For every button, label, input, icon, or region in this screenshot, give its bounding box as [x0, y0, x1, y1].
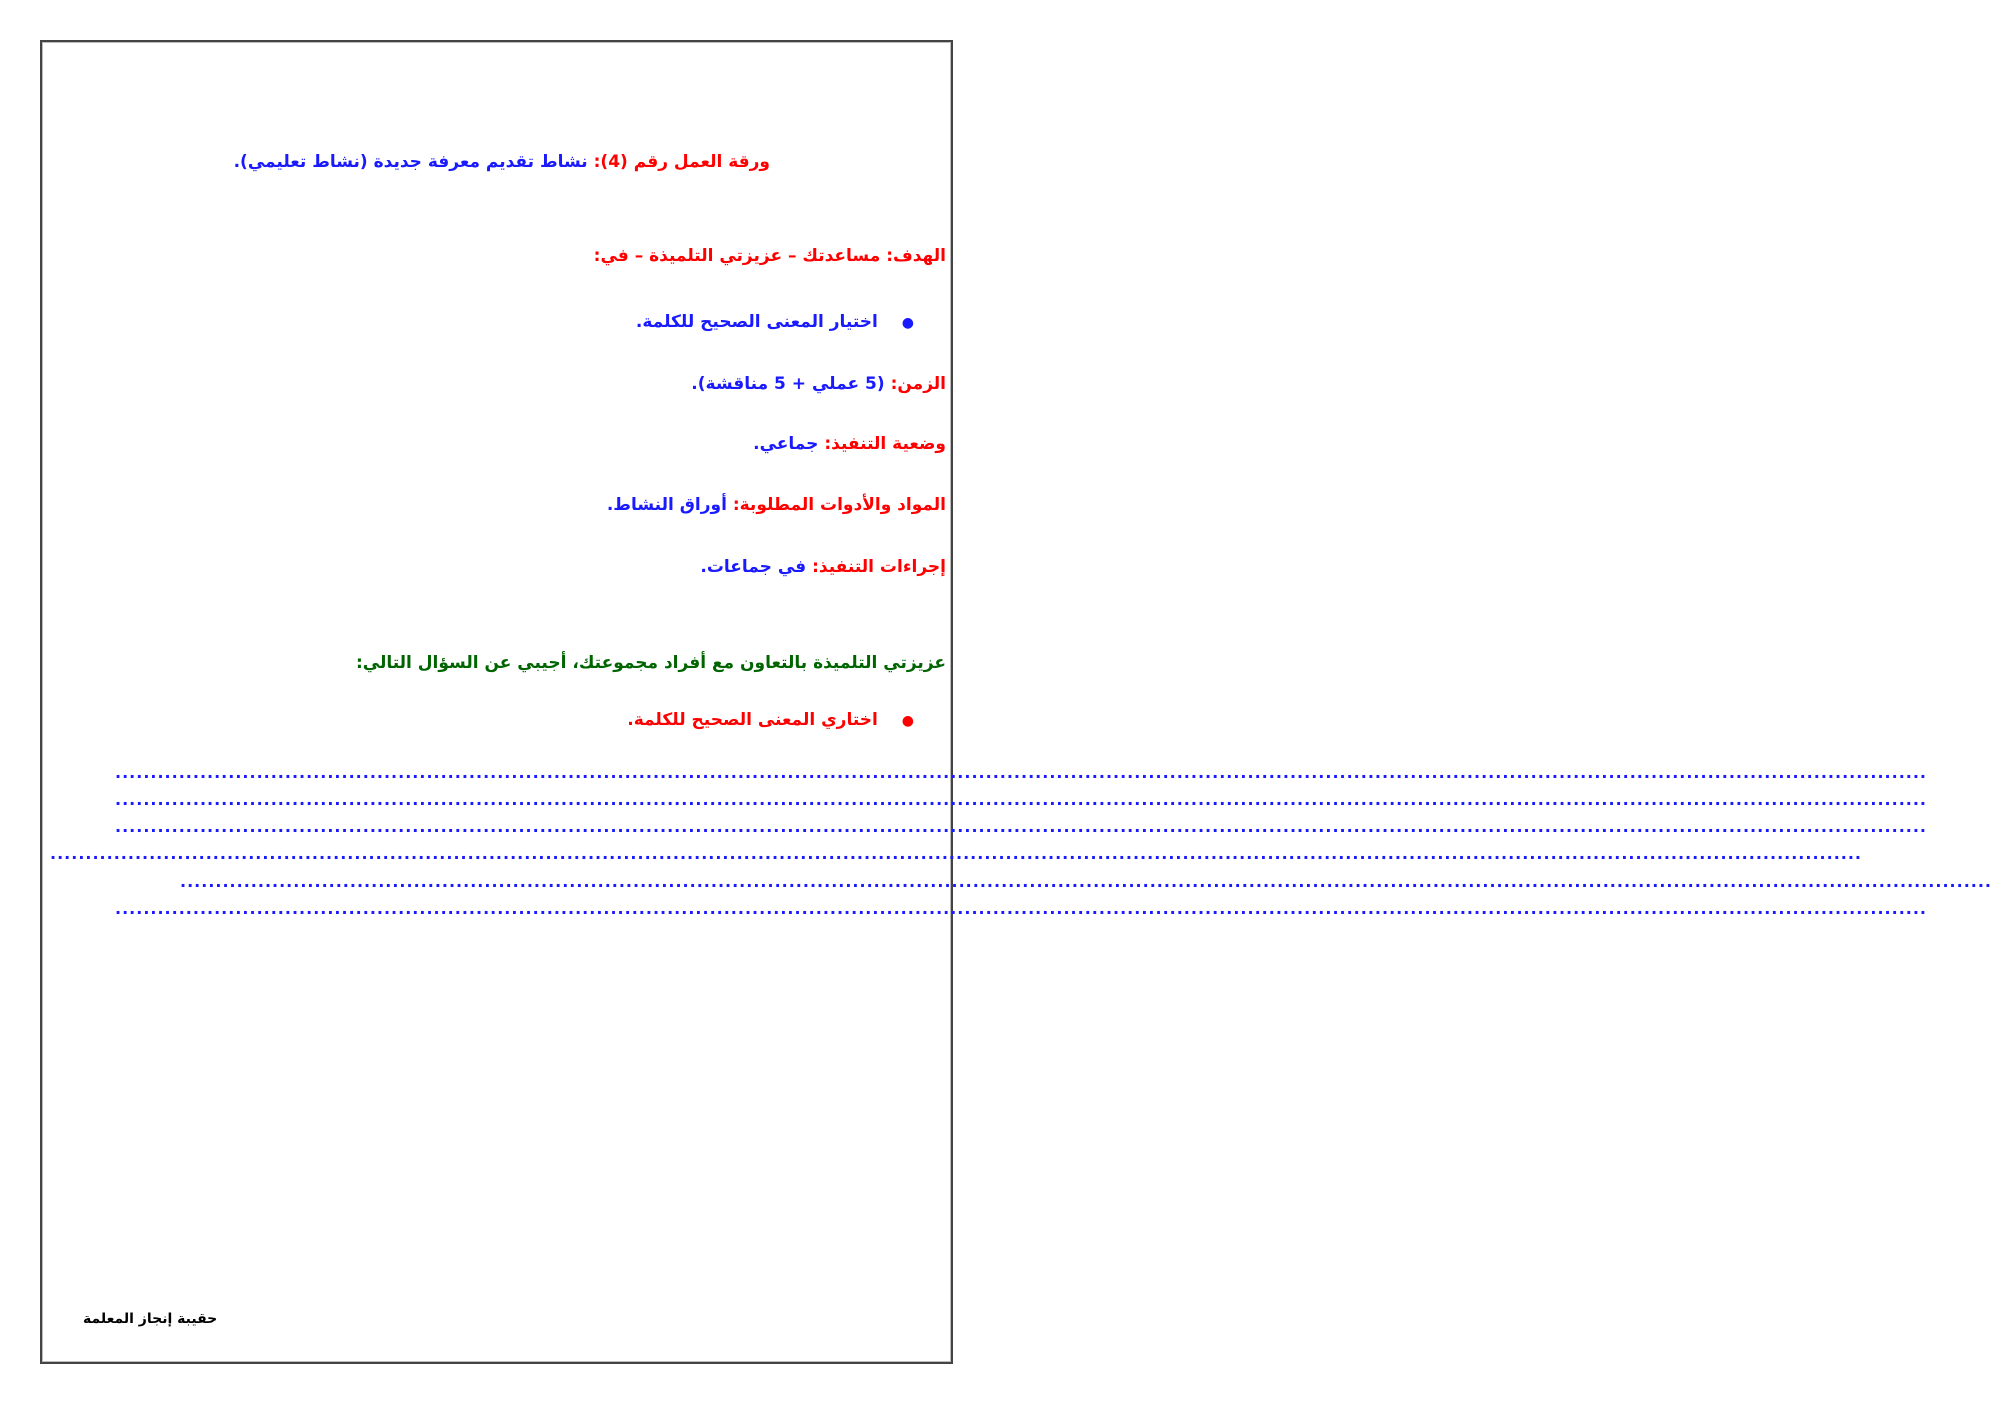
answer-line: ................................................................................................................................................................................................................................................................: [50, 844, 1862, 863]
answer-line: ................................................................................................................................................................................................................................................................: [115, 763, 1927, 782]
materials-label: المواد والأدوات المطلوبة:: [732, 495, 946, 515]
mode-line: [753, 434, 946, 454]
mode-value: جماعي.: [753, 434, 819, 454]
bullet-icon: ●: [901, 315, 914, 331]
title-label: ورقة العمل رقم: [633, 152, 770, 172]
procedures-label: إجراءات التنفيذ:: [812, 557, 946, 577]
mode-label: وضعية التنفيذ:: [824, 434, 946, 454]
goal-text: مساعدتك – عزيزتي التلميذة – في:: [593, 246, 881, 266]
procedures-value: في جماعات.: [700, 557, 807, 577]
task-bullet-text: اختاري المعنى الصحيح للكلمة.: [627, 710, 878, 730]
task-bullet-item: [627, 710, 914, 730]
footer-text: حقيبة إنجاز المعلمة: [83, 1311, 218, 1327]
answer-line: ................................................................................................................................................................................................................................................................: [115, 899, 1927, 918]
goal-bullet-text: اختيار المعنى الصحيح للكلمة.: [635, 312, 878, 332]
goal-label: الهدف:: [886, 246, 946, 266]
goal-bullet-item: [636, 312, 914, 332]
instruction-text: عزيزتي التلميذة بالتعاون مع أفراد مجموعتك، أجيبي عن السؤال التالي:: [355, 653, 946, 673]
materials-value: أوراق النشاط.: [606, 495, 727, 515]
page-border: [40, 40, 1992, 1364]
procedures-line: [700, 557, 946, 577]
answer-line: ................................................................................................................................................................................................................................................................: [115, 817, 1927, 836]
bullet-icon: ●: [901, 713, 914, 729]
time-line: [691, 374, 946, 394]
materials-line: [607, 495, 946, 515]
answer-line: ................................................................................................................................................................................................................................................................: [180, 872, 1992, 891]
time-label: الزمن:: [890, 374, 946, 394]
answer-line: ................................................................................................................................................................................................................................................................: [115, 790, 1927, 809]
goal-line: [594, 246, 946, 266]
title-text: نشاط تقديم معرفة جديدة (نشاط تعليمي).: [233, 152, 588, 172]
worksheet-title: [234, 152, 770, 172]
title-number: (4):: [593, 152, 628, 172]
time-value: (5 عملي + 5 مناقشة).: [691, 374, 885, 394]
